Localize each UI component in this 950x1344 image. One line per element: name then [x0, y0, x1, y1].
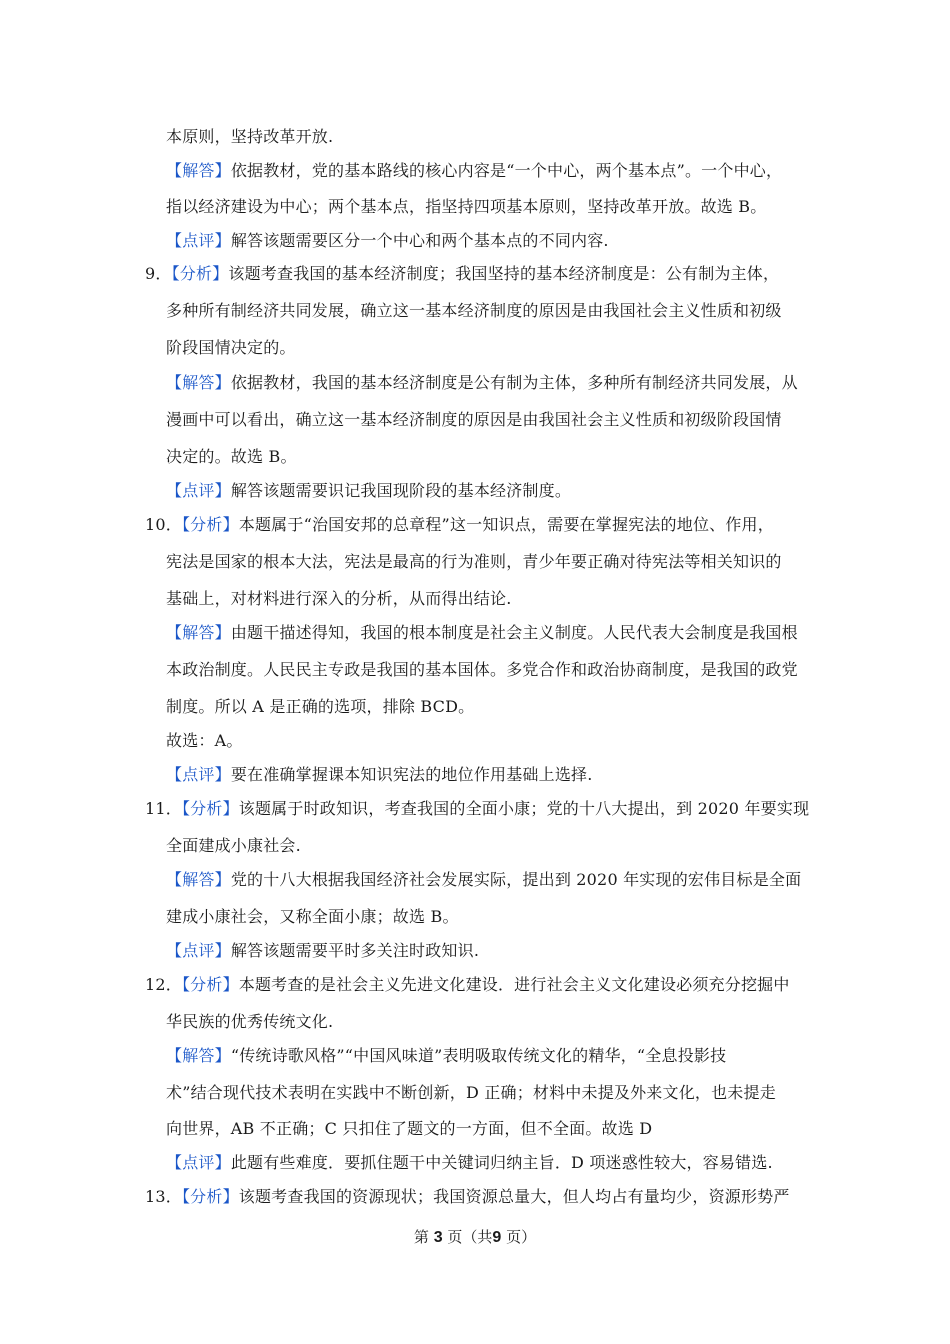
- analysis-tag: 【分析】: [181, 799, 239, 818]
- footer-suffix: 页）: [506, 1228, 537, 1246]
- answer-tag: 【解答】: [166, 623, 231, 642]
- text-line: 宪法是国家的根本大法，宪法是最高的行为准则，青少年要正确对待宪法等相关知识的: [166, 552, 782, 571]
- review-line: 【点评】要在准确掌握课本知识宪法的地位作用基础上选择.: [166, 765, 593, 784]
- text-line: 多种所有制经济共同发展，确立这一基本经济制度的原因是由我国社会主义性质和初级: [166, 301, 782, 320]
- footer-prefix: 第: [413, 1228, 429, 1246]
- total-page-number: 9: [492, 1229, 502, 1246]
- footer-middle: 页（共: [447, 1228, 493, 1246]
- question-number: 11．: [145, 799, 182, 818]
- text-line: 本政治制度。人民民主专政是我国的基本国体。多党合作和政治协商制度，是我国的政党: [166, 660, 798, 679]
- analysis-tag: 【分析】: [171, 264, 229, 283]
- text-line: 基础上，对材料进行深入的分析，从而得出结论.: [166, 589, 512, 608]
- question-number: 13．: [145, 1187, 182, 1206]
- text-line: 向世界，AB 不正确；C 只扣住了题文的一方面，但不全面。故选 D: [166, 1119, 653, 1138]
- text-line: 本原则，坚持改革开放.: [166, 127, 334, 146]
- current-page-number: 3: [433, 1229, 443, 1246]
- answer-tag: 【解答】: [166, 1046, 231, 1065]
- answer-line: 【解答】依据教材，我国的基本经济制度是公有制为主体，多种所有制经济共同发展，从: [166, 373, 798, 392]
- question-9-analysis: 9．【分析】该题考查我国的基本经济制度；我国坚持的基本经济制度是：公有制为主体，: [145, 264, 780, 283]
- text-line: 故选：A。: [166, 731, 243, 750]
- question-number: 9．: [145, 264, 172, 283]
- text-line: 漫画中可以看出，确立这一基本经济制度的原因是由我国社会主义性质和初级阶段国情: [166, 410, 782, 429]
- question-13-analysis: 13．【分析】该题考查我国的资源现状；我国资源总量大，但人均占有量均少，资源形势严: [145, 1187, 790, 1206]
- text-line: 全面建成小康社会.: [166, 836, 301, 855]
- question-number: 12．: [145, 975, 182, 994]
- question-12-analysis: 12．【分析】本题考查的是社会主义先进文化建设．进行社会主义文化建设必须充分挖掘中: [145, 975, 790, 994]
- text-line: 华民族的优秀传统文化.: [166, 1012, 334, 1031]
- answer-line: 【解答】依据教材，党的基本路线的核心内容是“一个中心，两个基本点”。一个中心，: [166, 161, 783, 180]
- review-line: 【点评】此题有些难度．要抓住题干中关键词归纳主旨．D 项迷惑性较大，容易错选.: [166, 1153, 773, 1172]
- review-tag: 【点评】: [166, 941, 231, 960]
- answer-tag: 【解答】: [166, 373, 231, 392]
- review-tag: 【点评】: [166, 765, 231, 784]
- text-line: 决定的。故选 B。: [166, 447, 297, 466]
- question-number: 10．: [145, 515, 182, 534]
- text-line: 阶段国情决定的。: [166, 338, 296, 357]
- answer-line: 【解答】“传统诗歌风格”“中国风味道”表明吸取传统文化的精华，“全息投影技: [166, 1046, 727, 1065]
- review-line: 【点评】解答该题需要区分一个中心和两个基本点的不同内容.: [166, 231, 609, 250]
- page-footer: [0, 1226, 950, 1247]
- question-11-analysis: 11．【分析】该题属于时政知识，考查我国的全面小康；党的十八大提出，到 2020 年要实现: [145, 799, 810, 818]
- review-line: 【点评】解答该题需要识记我国现阶段的基本经济制度。: [166, 481, 572, 500]
- text-line: 建成小康社会，又称全面小康；故选 B。: [166, 907, 459, 926]
- answer-tag: 【解答】: [166, 870, 231, 889]
- review-tag: 【点评】: [166, 481, 231, 500]
- review-line: 【点评】解答该题需要平时多关注时政知识.: [166, 941, 480, 960]
- text-line: 术”结合现代技术表明在实践中不断创新，D 正确；材料中未提及外来文化，也未提走: [166, 1083, 776, 1102]
- answer-tag: 【解答】: [166, 161, 231, 180]
- review-tag: 【点评】: [166, 1153, 231, 1172]
- text-line: 制度。所以 A 是正确的选项，排除 BCD。: [166, 697, 475, 716]
- analysis-tag: 【分析】: [181, 975, 239, 994]
- question-10-analysis: 10．【分析】本题属于“治国安邦的总章程”这一知识点，需要在掌握宪法的地位、作用，: [145, 515, 774, 534]
- answer-line: 【解答】由题干描述得知，我国的根本制度是社会主义制度。人民代表大会制度是我国根: [166, 623, 798, 642]
- analysis-tag: 【分析】: [181, 515, 239, 534]
- text-line: 指以经济建设为中心；两个基本点，指坚持四项基本原则，坚持改革开放。故选 B。: [166, 197, 767, 216]
- analysis-tag: 【分析】: [181, 1187, 239, 1206]
- review-tag: 【点评】: [166, 231, 231, 250]
- answer-line: 【解答】党的十八大根据我国经济社会发展实际，提出到 2020 年实现的宏伟目标是全面: [166, 870, 802, 889]
